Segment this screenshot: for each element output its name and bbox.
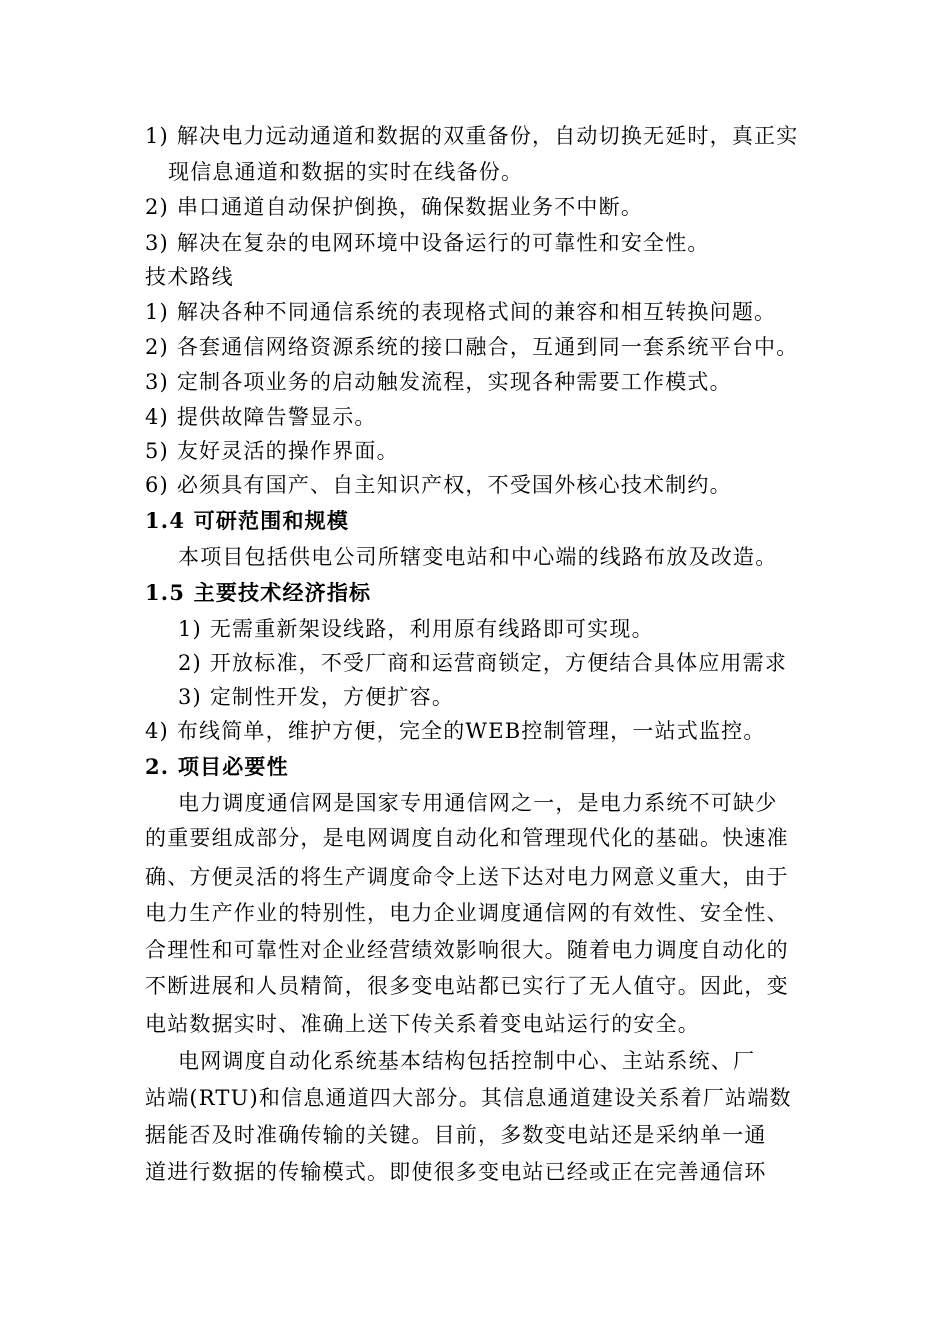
list-item: 4) 提供故障告警显示。 xyxy=(145,405,377,429)
list-item: 3) 解决在复杂的电网环境中设备运行的可靠性和安全性。 xyxy=(145,231,710,255)
list-item: 1) 解决电力远动通道和数据的双重备份，自动切换无延时，真正实 xyxy=(145,124,799,148)
paragraph-line: 站端(RTU)和信息通道四大部分。其信息通道建设关系着厂站端数 xyxy=(145,1086,792,1110)
paragraph-line: 电力生产作业的特别性，电力企业调度通信网的有效性、安全性、 xyxy=(145,901,789,925)
paragraph-line: 本项目包括供电公司所辖变电站和中心端的线路布放及改造。 xyxy=(178,545,778,569)
list-item: 2) 串口通道自动保护倒换，确保数据业务不中断。 xyxy=(145,195,644,219)
list-item: 1) 解决各种不同通信系统的表现格式间的兼容和相互转换问题。 xyxy=(145,300,777,324)
subheading: 技术路线 xyxy=(145,265,234,289)
paragraph-line: 电网调度自动化系统基本结构包括控制中心、主站系统、厂 xyxy=(178,1049,756,1073)
list-item-continuation: 现信息通道和数据的实时在线备份。 xyxy=(168,160,524,184)
list-item: 3) 定制性开发，方便扩容。 xyxy=(178,685,455,709)
list-item: 4) 布线简单，维护方便，完全的WEB控制管理，一站式监控。 xyxy=(145,719,766,743)
section-heading: 1.4 可研范围和规模 xyxy=(145,508,350,533)
paragraph-line: 确、方便灵活的将生产调度命令上送下达对电力网意义重大，由于 xyxy=(145,865,789,889)
section-heading: 1.5 主要技术经济指标 xyxy=(145,580,372,605)
paragraph-line: 电站数据实时、准确上送下传关系着变电站运行的安全。 xyxy=(145,1012,700,1036)
list-item: 3) 定制各项业务的启动触发流程，实现各种需要工作模式。 xyxy=(145,370,732,394)
paragraph-line: 合理性和可靠性对企业经营绩效影响很大。随着电力调度自动化的 xyxy=(145,938,789,962)
paragraph-line: 电力调度通信网是国家专用通信网之一，是电力系统不可缺少 xyxy=(178,791,778,815)
section-heading: 2. 项目必要性 xyxy=(145,754,289,779)
paragraph-line: 的重要组成部分，是电网调度自动化和管理现代化的基础。快速准 xyxy=(145,826,789,850)
list-item: 6) 必须具有国产、自主知识产权，不受国外核心技术制约。 xyxy=(145,473,732,497)
paragraph-line: 不断进展和人员精简，很多变电站都已实行了无人值守。因此，变 xyxy=(145,974,789,998)
list-item: 5) 友好灵活的操作界面。 xyxy=(145,439,399,463)
paragraph-line: 道进行数据的传输模式。即使很多变电站已经或正在完善通信环 xyxy=(145,1160,767,1184)
paragraph-line: 据能否及时准确传输的关键。目前，多数变电站还是采纳单一通 xyxy=(145,1123,767,1147)
list-item: 1) 无需重新架设线路，利用原有线路即可实现。 xyxy=(178,617,654,641)
list-item: 2) 各套通信网络资源系统的接口融合，互通到同一套系统平台中。 xyxy=(145,335,799,359)
list-item: 2) 开放标准，不受厂商和运营商锁定，方便结合具体应用需求 xyxy=(178,651,788,675)
